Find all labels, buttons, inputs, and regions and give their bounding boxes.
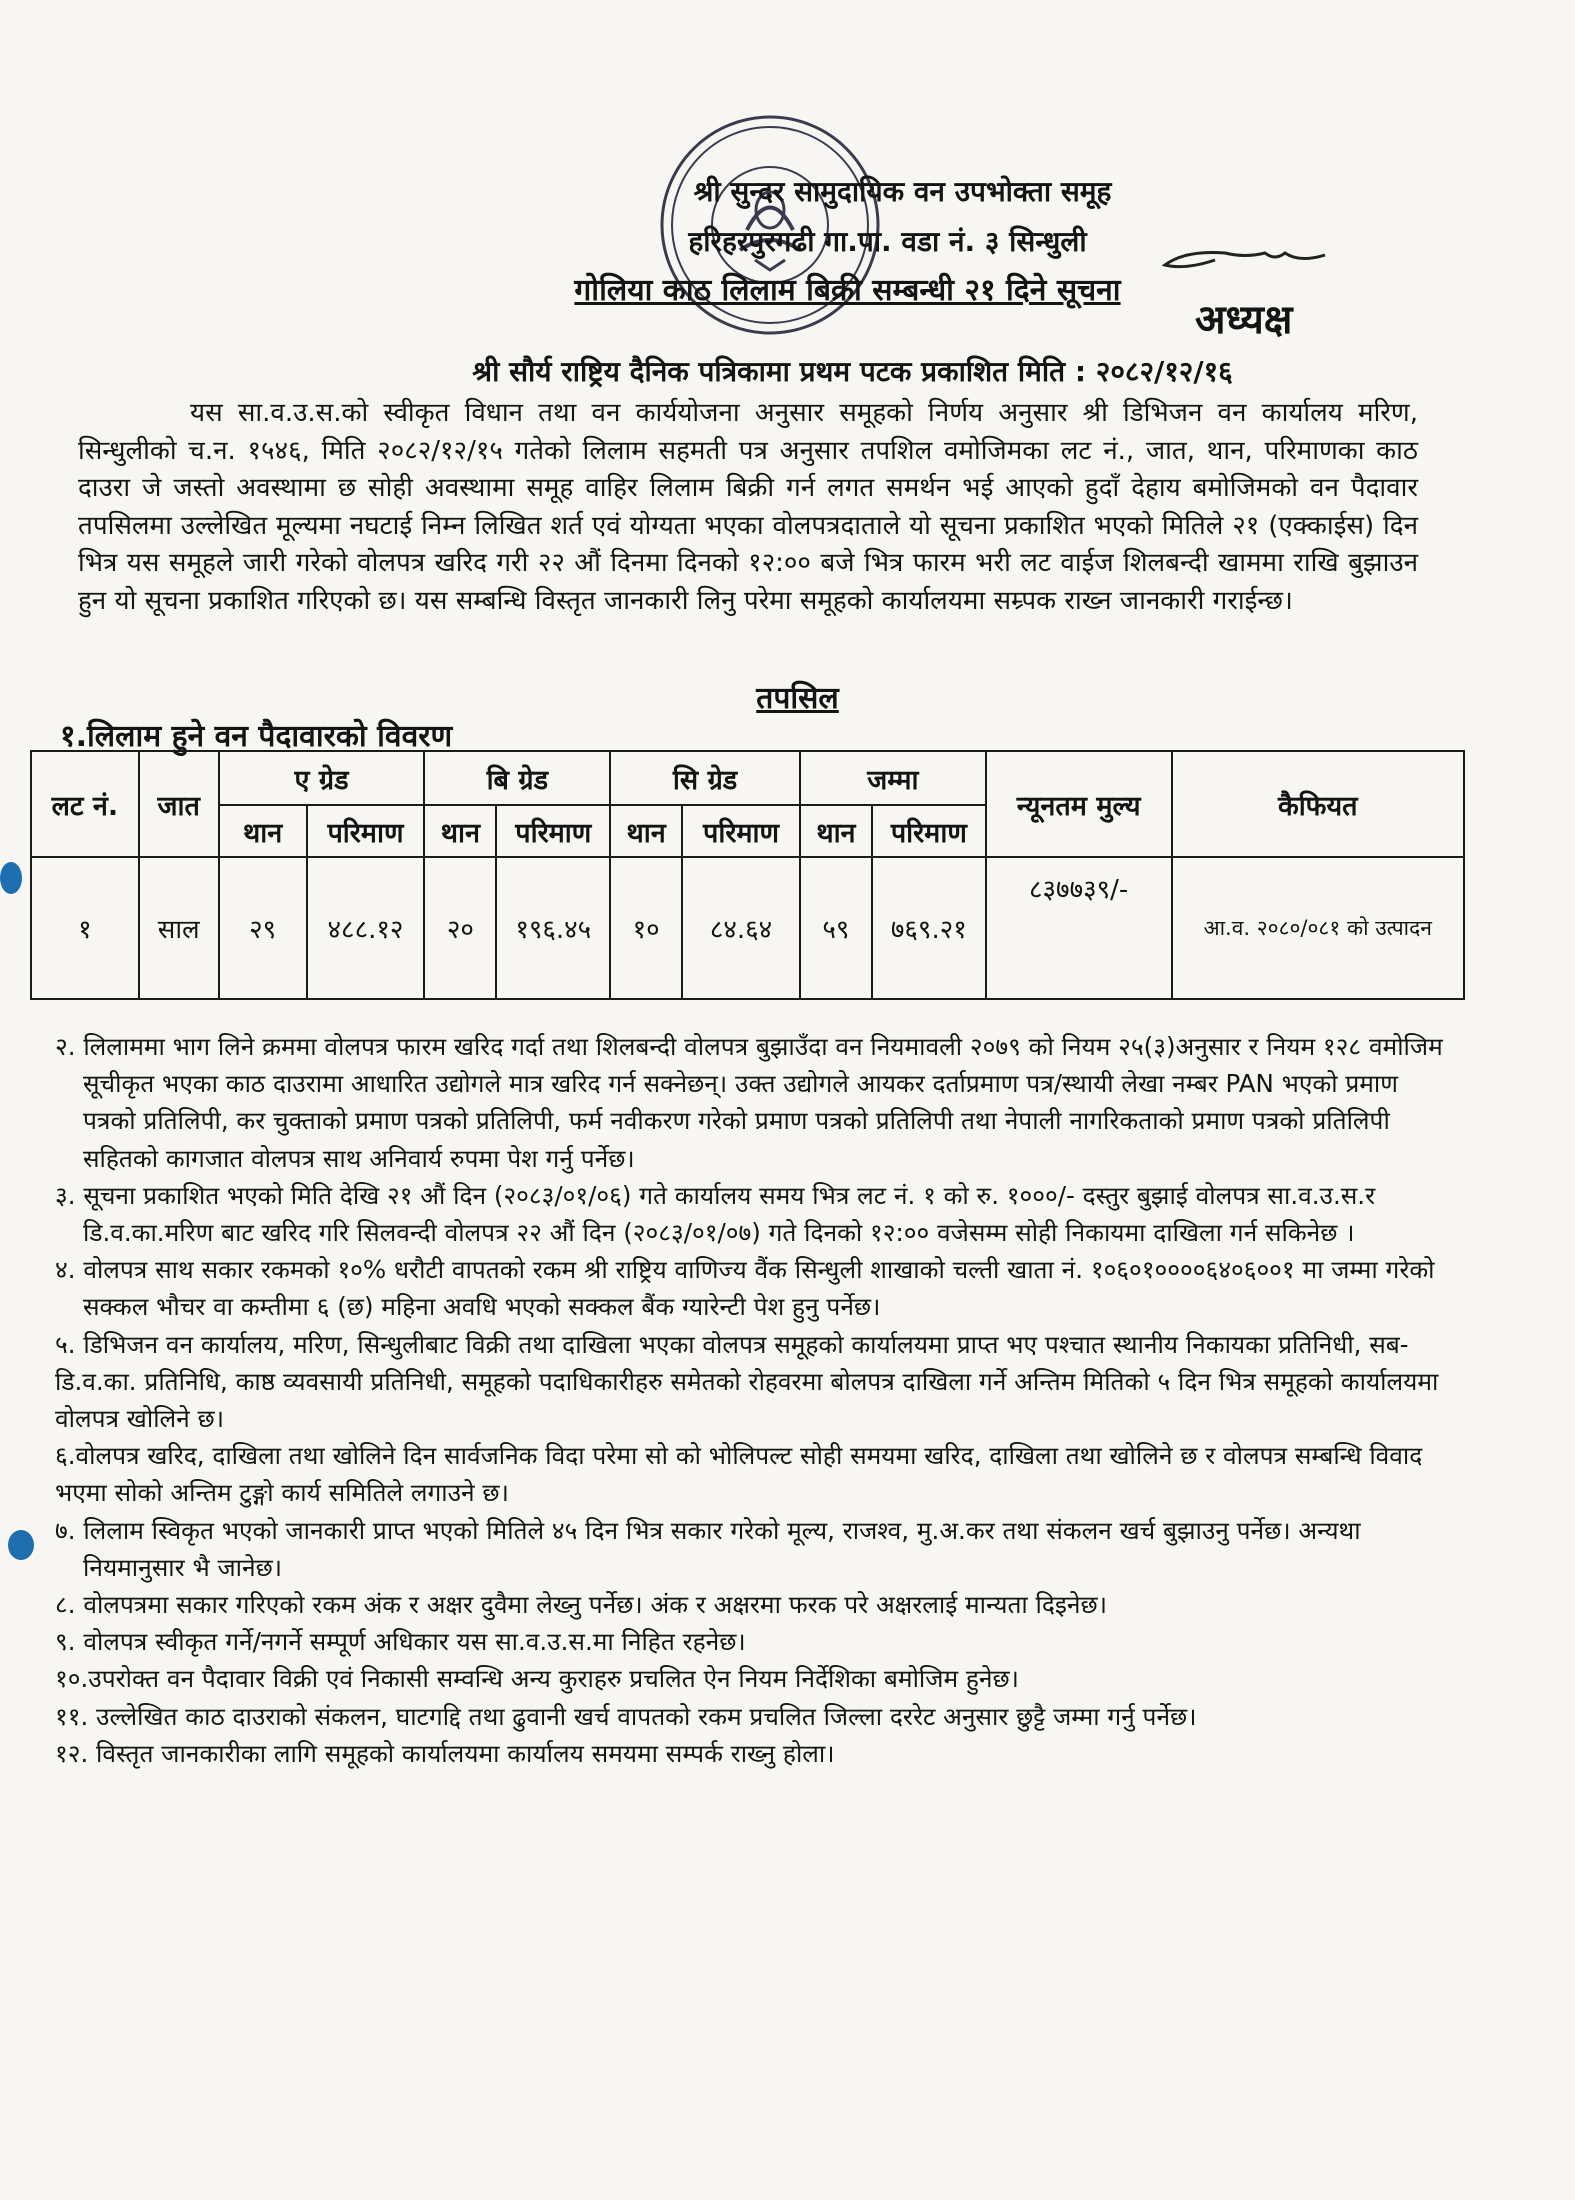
intro-paragraph: यस सा.व.उ.स.को स्वीकृत विधान तथा वन कार्ययोजना अनुसार समूहको निर्णय अनुसार श्री डिभिजन वन कार्यालय मरिण, सिन्धुलीको च.न. १५४६, मिति २०८२/१२/१५ गतेको लिलाम सहमती पत्र अनुसार तपशिल वमोजिमका लट नं., जात, थान, परिमाणका काठ दाउरा जे जस्तो अवस्थामा छ सोही अवस्थामा समूह वाहिर लिलाम बिक्री गर्न लगत समर्थन भई आएको हुदाँ देहाय बमोजिमको वन पैदावार तपसिलमा उल्लेखित मूल्यमा नघटाई निम्न लिखित शर्त एवं योग्यता भएका वोलपत्रदाताले यो सूचना प्रकाशित भएको मितिले २१ (एक्काईस) दिन भित्र यस समूहले जारी गरेको वोलपत्र खरिद गरी २२ औं दिनमा दिनको १२:०० बजे भित्र फारम भरी लट वाईज शिलबन्दी खाममा राखि बुझाउन हुन यो सूचना प्रकाशित गरिएको छ। यस सम्बन्धि विस्तृत जानकारी लिनु परेमा समूहको कार्यालयमा सम्र्पक राख्न जानकारी गराईन्छ। — [78, 398, 1418, 616]
col-b-parimaan: परिमाण — [496, 805, 610, 857]
terms-list — [55, 1028, 1455, 1772]
cell-remarks: आ.व. २०८०/०८१ को उत्पादन — [1172, 857, 1464, 999]
cell-total-parimaan: ७६९.२१ — [872, 857, 986, 999]
cell-c-than: १० — [610, 857, 682, 999]
term-item: ५. डिभिजन वन कार्यालय, मरिण, सिन्धुलीबाट विक्री तथा दाखिला भएका वोलपत्र समूहको कार्यालयमा प्राप्त भए पश्चात स्थानीय निकायका प्रतिनिधी, सब-डि.व.का. प्रतिनिधि, काष्ठ व्यवसायी प्रतिनिधी, समूहको पदाधिकारीहरु समेतको रोहवरमा बोलपत्र दाखिला गर्ने अन्तिम मितिको ५ दिन भित्र समूहको कार्यालयमा वोलपत्र खोलिने छ। — [55, 1329, 1439, 1434]
cell-min-price: ८३७७३९/- — [986, 857, 1172, 999]
term-item: १०.उपरोक्त वन पैदावार विक्री एवं निकासी सम्वन्धि अन्य कुराहरु प्रचलित ऐन नियम निर्देशिका बमोजिम हुनेछ। — [55, 1664, 1019, 1694]
col-a-grade: ए ग्रेड — [219, 751, 425, 805]
term-item: ९. वोलपत्र स्वीकृत गर्ने/नगर्ने सम्पूर्ण अधिकार यस सा.व.उ.स.मा निहित रहनेछ। — [55, 1627, 746, 1657]
term-item: ११. उल्लेखित काठ दाउराको संकलन, घाटगद्दि तथा ढुवानी खर्च वापतको रकम प्रचलित जिल्ला दररेट अनुसार छुट्टै जम्मा गर्नु पर्नेछ। — [55, 1701, 1197, 1731]
org-address: हरिहरपुरगढी गा.पा. वडा नं. ३ सिन्धुली — [688, 225, 1087, 258]
term-item: ७. लिलाम स्विकृत भएको जानकारी प्राप्त भएको मितिले ४५ दिन भित्र सकार गरेको मूल्य, राजश्व, मु.अ.कर तथा संकलन खर्च बुझाउनु पर्नेछ। अन्यथा नियमानुसार भै जानेछ। — [55, 1515, 1361, 1582]
term-item: २. लिलाममा भाग लिने क्रममा वोलपत्र फारम खरिद गर्दा तथा शिलबन्दी वोलपत्र बुझाउँदा वन नियमावली २०७९ को नियम २५(३)अनुसार र नियम १२८ वमोजिम सूचीकृत भएका काठ दाउरामा आधारित उद्योगले मात्र खरिद गर्न सक्नेछन्। उक्त उद्योगले आयकर दर्ताप्रमाण पत्र/स्थायी लेखा नम्बर PAN भएको प्रमाण पत्रको प्रतिलिपी, कर चुक्ताको प्रमाण पत्रको प्रतिलिपी, फर्म नवीकरण गरेको प्रमाण पत्रको प्रतिलिपी तथा नेपाली नागरिकताको प्रमाण पत्रको प्रतिलिपी सहितको कागजात वोलपत्र साथ अनिवार्य रुपमा पेश गर्नु पर्नेछ। — [55, 1032, 1443, 1173]
table-row — [31, 857, 1464, 999]
term-item: ६.वोलपत्र खरिद, दाखिला तथा खोलिने दिन सार्वजनिक विदा परेमा सो को भोलिपल्ट सोही समयमा खरिद, दाखिला तथा खोलिने छ र वोलपत्र सम्बन्धि विवाद भएमा सोको अन्तिम टुङ्गो कार्य समितिले लगाउने छ। — [55, 1441, 1423, 1508]
notice-title: गोलिया काठ लिलाम बिक्री सम्बन्धी २१ दिने सूचना — [574, 273, 1121, 308]
col-total: जम्मा — [800, 751, 986, 805]
col-lot-no: लट नं. — [31, 751, 139, 857]
term-item: ४. वोलपत्र साथ सकार रकमको १०% धरौटी वापतको रकम श्री राष्ट्रिय वाणिज्य वैंक सिन्धुली शाखाको चल्ती खाता नं. १०६०१००००६४०६००१ मा जम्मा गरेको सक्कल भौचर वा कम्तीमा ६ (छ) महिना अवधि भएको सक्कल बैंक ग्यारेन्टी पेश हुनु पर्नेछ। — [55, 1255, 1435, 1322]
col-species: जात — [139, 751, 219, 857]
col-c-grade: सि ग्रेड — [610, 751, 800, 805]
lot-table — [30, 750, 1465, 1000]
cell-b-than: २० — [424, 857, 496, 999]
cell-a-than: २९ — [219, 857, 307, 999]
binding-thread-mark — [8, 1530, 34, 1560]
publication-line: श्री सौर्य राष्ट्रिय दैनिक पत्रिकामा प्रथम पटक प्रकाशित मिति : २०८२/१२/१६ — [472, 355, 1233, 388]
cell-total-than: ५९ — [800, 857, 872, 999]
tapsil-heading: तपसिल — [756, 681, 839, 716]
signature-title: अध्यक्ष — [1195, 297, 1293, 343]
col-min-price: न्यूनतम मुल्य — [986, 751, 1172, 857]
term-item: ३. सूचना प्रकाशित भएको मिति देखि २१ औं दिन (२०८३/०१/०६) गते कार्यालय समय भित्र लट नं. १ को रु. १०००/- दस्तुर बुझाई वोलपत्र सा.व.उ.स.र डि.व.का.मरिण बाट खरिद गरि सिलवन्दी वोलपत्र २२ औं दिन (२०८३/०१/०७) गते दिनको १२:०० वजेसम्म सोही निकायमा दाखिला गर्न सकिनेछ । — [55, 1180, 1376, 1248]
term-item: ८. वोलपत्रमा सकार गरिएको रकम अंक र अक्षर दुवैमा लेख्नु पर्नेछ। अंक र अक्षरमा फरक परे अक्षरलाई मान्यता दिइनेछ। — [55, 1590, 1107, 1620]
section-title: १.लिलाम हुने वन पैदावारको विवरण — [60, 719, 453, 754]
col-remarks: कैफियत — [1172, 751, 1464, 857]
col-c-parimaan: परिमाण — [682, 805, 800, 857]
col-b-than: थान — [424, 805, 496, 857]
col-a-parimaan: परिमाण — [307, 805, 425, 857]
cell-a-parimaan: ४८८.१२ — [307, 857, 425, 999]
col-total-than: थान — [800, 805, 872, 857]
cell-species: साल — [139, 857, 219, 999]
term-item: १२. विस्तृत जानकारीका लागि समूहको कार्यालयमा कार्यालय समयमा सम्पर्क राख्नु होला। — [55, 1738, 835, 1768]
col-c-than: थान — [610, 805, 682, 857]
col-b-grade: बि ग्रेड — [424, 751, 610, 805]
cell-b-parimaan: १९६.४५ — [496, 857, 610, 999]
col-a-than: थान — [219, 805, 307, 857]
cell-c-parimaan: ८४.६४ — [682, 857, 800, 999]
col-total-parimaan: परिमाण — [872, 805, 986, 857]
org-name: श्री सुन्दर सामुदायिक वन उपभोक्ता समूह — [693, 175, 1112, 208]
cell-lot-no: १ — [31, 857, 139, 999]
binding-thread-mark — [0, 862, 22, 894]
